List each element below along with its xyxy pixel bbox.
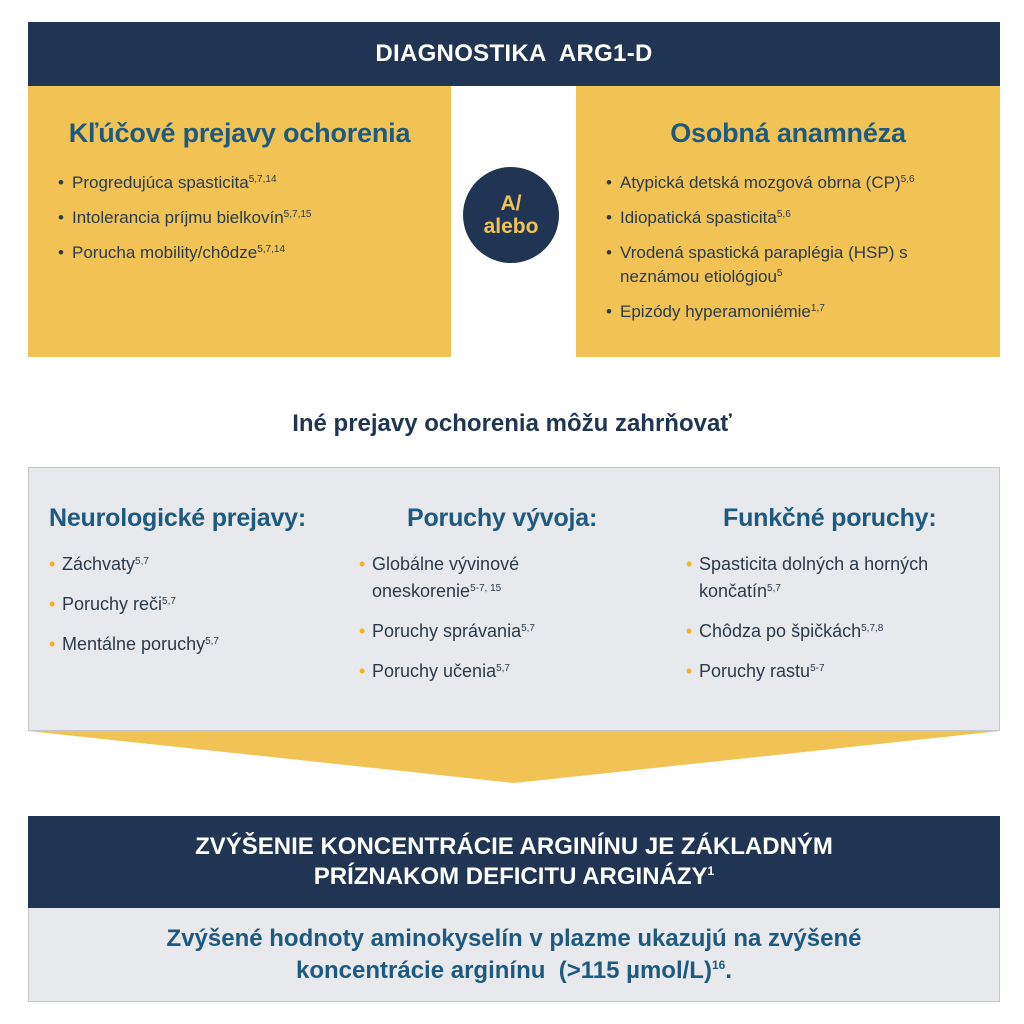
list-item: • Globálne vývinové oneskorenie$^{5-7, 15}$ <box>359 551 599 605</box>
personal-history-title: Osobná anamnéza <box>670 118 906 148</box>
neurological-column <box>49 504 369 671</box>
bullet-icon: • <box>359 621 366 641</box>
list-item: • Poruchy rastu$^{5-7}$ <box>686 658 996 685</box>
list-item: • Epizódy hyperamoniémie$^{1,7}$ <box>606 300 990 324</box>
conclusion-headline: ZVÝŠENIE KONCENTRÁCIE ARGINÍNU JE ZÁKLADNÝM PRÍZNAKOM DEFICITU ARGINÁZY$^1$ <box>28 816 1000 908</box>
list-item: • Poruchy učenia$^{5,7}$ <box>359 658 599 685</box>
list-item: • Progredujúca spasticita$^{5,7,14}$ <box>58 171 451 195</box>
key-symptoms-list <box>58 171 451 265</box>
and-or-connector: A/ alebo <box>463 167 559 263</box>
other-symptoms-box <box>28 467 1000 731</box>
key-symptoms-title: Kľúčové prejavy ochorenia <box>68 118 411 148</box>
bullet-icon: • <box>58 208 64 227</box>
bullet-icon: • <box>49 554 56 574</box>
list-item: • Idiopatická spasticita$^{5,6}$ <box>606 206 990 230</box>
list-item: • Intolerancia príjmu bielkovín$^{5,7,15}$ <box>58 206 451 230</box>
list-item: • Chôdza po špičkách$^{5,7,8}$ <box>686 618 996 645</box>
personal-history-list <box>606 171 990 324</box>
column-title: Neurologické prejavy: <box>49 504 307 532</box>
bullet-icon: • <box>606 302 612 321</box>
header-bar <box>28 22 1000 86</box>
funnel-arrow <box>28 731 1000 783</box>
bullet-icon: • <box>606 243 612 262</box>
bullet-icon: • <box>58 173 64 192</box>
list-item: • Spasticita dolných a horných končatín$^{5,7}$ <box>686 551 996 605</box>
list-item: • Mentálne poruchy$^{5,7}$ <box>49 631 369 658</box>
bullet-icon: • <box>606 208 612 227</box>
conclusion-detail: Zvýšené hodnoty aminokyselín v plazme ukazujú na zvýšené koncentrácie arginínu (>115 µmol/L)$^{16}$. <box>28 908 1000 1002</box>
personal-history-panel <box>576 86 1000 357</box>
bullet-icon: • <box>49 594 56 614</box>
bullet-icon: • <box>359 554 366 574</box>
bullet-icon: • <box>686 661 693 681</box>
column-title: Funkčné poruchy: <box>723 504 937 532</box>
bullet-icon: • <box>686 554 693 574</box>
section-subtitle: Iné prejavy ochorenia môžu zahrňovať <box>292 410 732 437</box>
bullet-icon: • <box>359 661 366 681</box>
key-symptoms-panel <box>28 86 451 357</box>
bullet-icon: • <box>58 243 64 262</box>
list-item: • Poruchy správania$^{5,7}$ <box>359 618 599 645</box>
list-item: • Poruchy reči$^{5,7}$ <box>49 591 369 618</box>
list-item: • Atypická detská mozgová obrna (CP)$^{5,6}$ <box>606 171 990 195</box>
bullet-icon: • <box>606 173 612 192</box>
bullet-icon: • <box>49 634 56 654</box>
list-item: • Porucha mobility/chôdze$^{5,7,14}$ <box>58 241 451 265</box>
list-item: • Vrodená spastická paraplégia (HSP) s neznámou etiológiou$^5$ <box>606 243 908 286</box>
column-title: Poruchy vývoja: <box>407 504 598 532</box>
functional-column <box>686 504 996 698</box>
list-item: • Záchvaty$^{5,7}$ <box>49 551 369 578</box>
bullet-icon: • <box>686 621 693 641</box>
development-column <box>359 504 669 698</box>
header-title: DIAGNOSTIKA ARG1-D <box>375 40 653 67</box>
